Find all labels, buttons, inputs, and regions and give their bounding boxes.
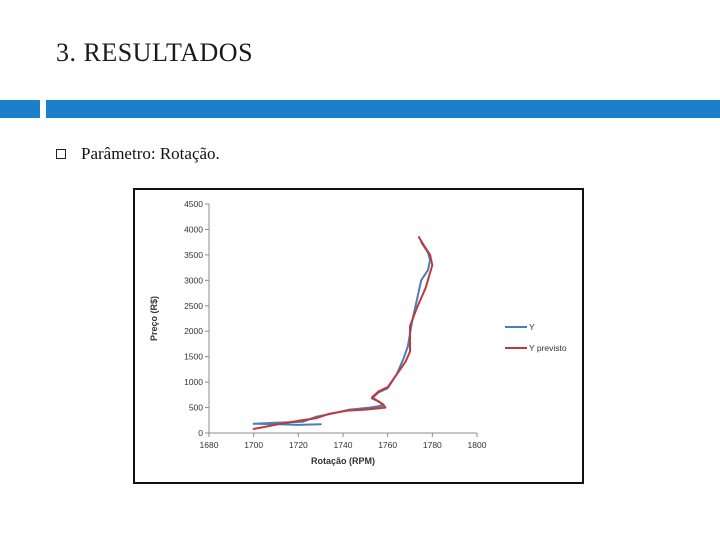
- x-tick-label: 1760: [378, 440, 398, 450]
- x-tick-label: 1740: [333, 440, 353, 450]
- accent-bar-right: [46, 100, 720, 118]
- legend-label-y-previsto: Y previsto: [529, 343, 567, 353]
- bullet-item: [56, 144, 220, 164]
- y-tick-label: 3000: [184, 275, 203, 286]
- x-tick-label: 1680: [199, 440, 219, 450]
- series-line-y-previsto: [254, 237, 433, 429]
- y-tick-label: 1500: [184, 351, 203, 362]
- y-tick-label: 2000: [184, 326, 203, 337]
- y-axis-label: Preço (R$): [149, 295, 159, 342]
- chart-frame: [133, 188, 584, 484]
- x-tick-label: 1700: [244, 440, 264, 450]
- square-bullet-icon: [56, 149, 66, 159]
- line-chart: [135, 190, 582, 482]
- x-tick-label: 1780: [422, 440, 442, 450]
- x-axis-label: Rotação (RPM): [310, 456, 376, 466]
- y-tick-label: 3500: [184, 249, 203, 260]
- y-tick-label: 4500: [184, 199, 203, 209]
- x-tick-label: 1800: [467, 440, 487, 450]
- y-tick-label: 500: [188, 402, 203, 413]
- y-tick-label: 2500: [184, 300, 203, 311]
- y-tick-label: 4000: [184, 224, 203, 235]
- series-line-y: [254, 242, 430, 425]
- slide-title: 3. RESULTADOS: [56, 38, 254, 67]
- legend-label-y: Y: [529, 322, 535, 332]
- y-tick-label: 0: [198, 428, 203, 438]
- y-tick-label: 1000: [184, 377, 203, 388]
- accent-bar-left: [0, 100, 40, 118]
- x-tick-label: 1720: [288, 440, 308, 450]
- bullet-text: Parâmetro: Rotação.: [81, 144, 220, 163]
